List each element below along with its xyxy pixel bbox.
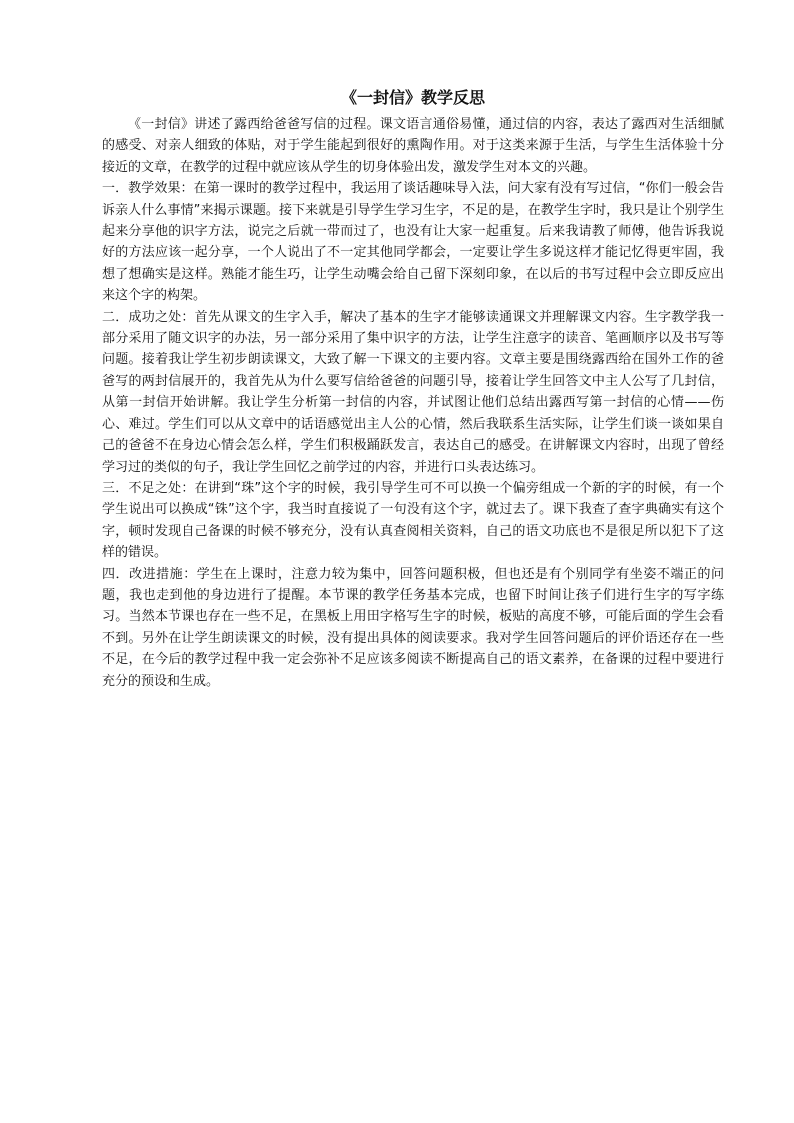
section-teaching-effect: 一．教学效果：在第一课时的教学过程中，我运用了谈话趣味导入法，问大家有没有写过信，“你们一般会告诉亲人什么事情”来揭示课题。接下来就是引导学生学习生字，不足的是，在教学生字时，我只是让个别学生起来分享他的识字方法，说完之后就一带而过了，也没有让大家一起重复。后来我请教了师傅，他告诉我说好的方法应该一起分享，一个人说出了不一定其他同学都会，一定要让学生多说这样才能记忆得更牢固，我想了想确实是这样。熟能才能生巧，让学生动嘴会给自己留下深刻印象，在以后的书写过程中会立即反应出来这个字的构架。: [102, 181, 724, 304]
section-improvements: 四．改进措施：学生在上课时，注意力较为集中，回答问题积极，但也还是有个别同学有坐姿不端正的问题，我也走到他的身边进行了提醒。本节课的教学任务基本完成，也留下时间让孩子们进行生字的写字练习。当然本节课也存在一些不足，在黑板上用田字格写生字的时候，板贴的高度不够，可能后面的学生会看不到。另外在让学生朗读课文的时候，没有提出具体的阅读要求。我对学生回答问题后的评价语还存在一些不足，在今后的教学过程中我一定会弥补不足应该多阅读不断提高自己的语文素养，在备课的过程中要进行充分的预设和生成。: [102, 566, 724, 689]
section-shortcomings: 三．不足之处：在讲到“珠”这个字的时候，我引导学生可不可以换一个偏旁组成一个新的字的时候，有一个学生说出可以换成“铢”这个字，我当时直接说了一句没有这个字，就过去了。课下我查了查字典确实有这个字，顿时发现自己备课的时候不够充分，没有认真查阅相关资料，自己的语文功底也不是很足所以犯下了这样的错误。: [102, 480, 724, 561]
document-title: 《一封信》教学反思: [340, 88, 485, 107]
document-body: [102, 86, 724, 692]
intro-paragraph: 《一封信》讲述了露西给爸爸写信的过程。课文语言通俗易懂，通过信的内容，表达了露西对生活细腻的感受、对亲人细致的体贴，对于学生能起到很好的熏陶作用。对于这类来源于生活，与学生生活体验十分接近的文章，在教学的过程中就应该从学生的切身体验出发，激发学生对本文的兴趣。: [102, 117, 724, 175]
section-successes: 二．成功之处：首先从课文的生字入手，解决了基本的生字才能够读通课文并理解课文内容。生字教学我一部分采用了随文识字的办法，另一部分采用了集中识字的方法，让学生注意字的读音、笔画顺序以及书写等问题。接着我让学生初步朗读课文，大致了解一下课文的主要内容。文章主要是围绕露西给在国外工作的爸爸写的两封信展开的，我首先从为什么要写信给爸爸的问题引导，接着让学生回答文中主人公写了几封信，从第一封信开始讲解。我让学生分析第一封信的内容，并试图让他们总结出露西写第一封信的心情——伤心、难过。学生们可以从文章中的话语感觉出主人公的心情，然后我联系生活实际，让学生们谈一谈如果自己的爸爸不在身边心情会怎么样，学生们积极踊跃发言，表达自己的感受。在讲解课文内容时，出现了曾经学习过的类似的句子，我让学生回忆之前学过的内容，并进行口头表达练习。: [102, 309, 724, 475]
